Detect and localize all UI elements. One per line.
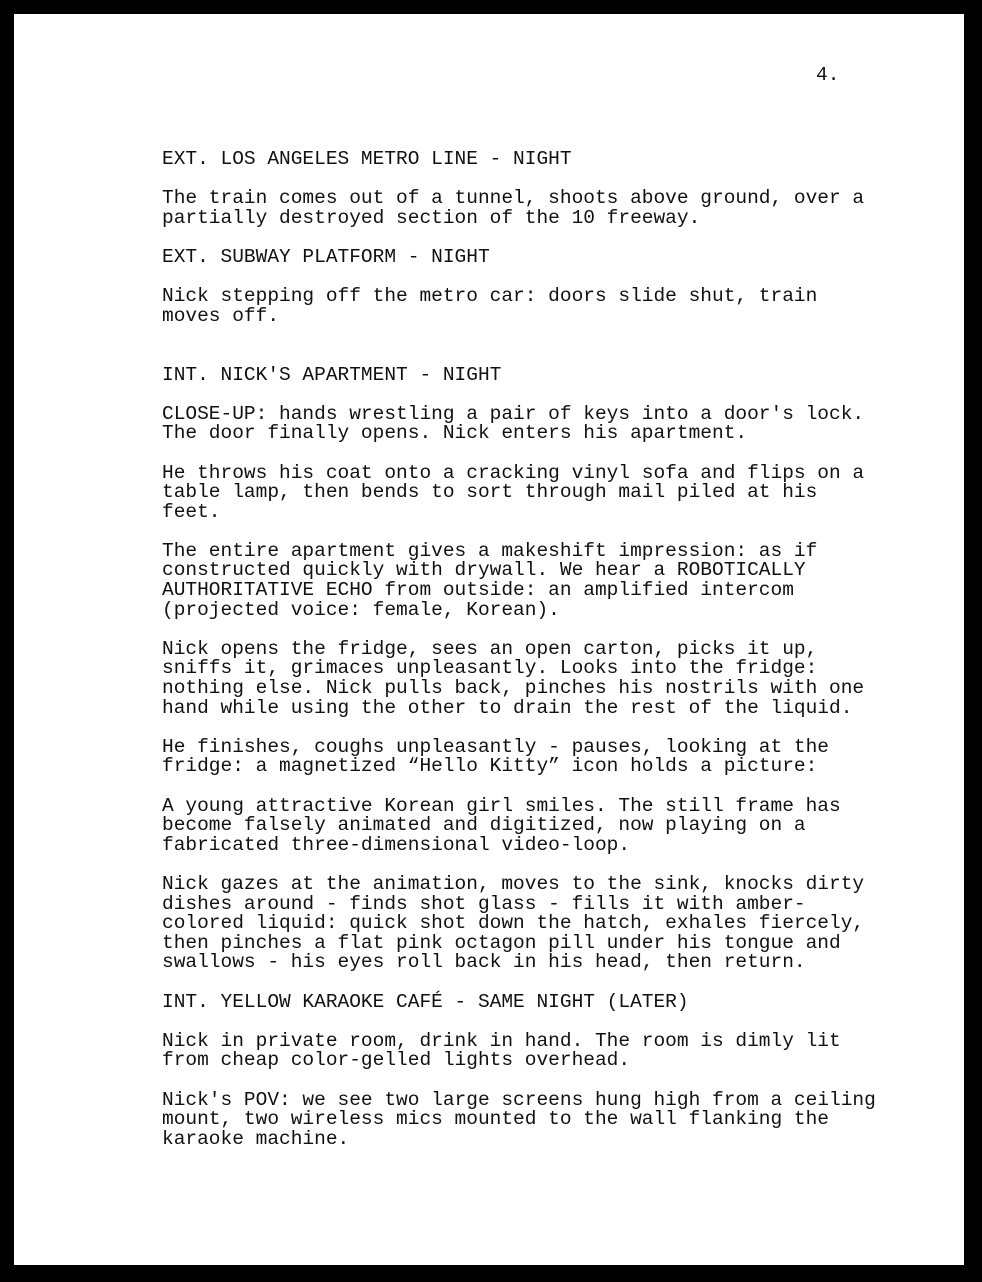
action-line: then pinches a flat pink octagon pill under his tongue and xyxy=(162,931,841,954)
action-line: partially destroyed section of the 10 freeway. xyxy=(162,206,701,229)
action-line: from cheap color-gelled lights overhead. xyxy=(162,1049,631,1072)
scene-heading: INT. YELLOW KARAOKE CAFÉ - SAME NIGHT (LATER) xyxy=(162,990,689,1013)
action-line: The train comes out of a tunnel, shoots above ground, over a xyxy=(162,187,865,210)
scene-heading: INT. NICK'S APARTMENT - NIGHT xyxy=(162,363,502,386)
action-paragraph xyxy=(162,402,882,445)
action-line: He throws his coat onto a cracking vinyl sofa and flips on a xyxy=(162,461,865,484)
action-line: CLOSE-UP: hands wrestling a pair of keys into a door's lock. xyxy=(162,402,865,425)
action-paragraph xyxy=(162,872,882,974)
action-line: constructed quickly with drywall. We hear a ROBOTICALLY xyxy=(162,559,806,582)
action-line: Nick opens the fridge, sees an open carton, picks it up, xyxy=(162,637,818,660)
action-line: moves off. xyxy=(162,304,280,327)
action-line: The entire apartment gives a makeshift impression: as if xyxy=(162,539,818,562)
action-line: AUTHORITATIVE ECHO from outside: an amplified intercom xyxy=(162,579,794,602)
script-body xyxy=(162,150,882,1169)
screenplay-page xyxy=(14,14,964,1265)
action-line: table lamp, then bends to sort through mail piled at his xyxy=(162,481,818,504)
action-line: feet. xyxy=(162,500,221,523)
action-line: fabricated three-dimensional video-loop. xyxy=(162,833,631,856)
action-line: A young attractive Korean girl smiles. The still frame has xyxy=(162,794,841,817)
action-paragraph xyxy=(162,189,882,228)
action-line: become falsely animated and digitized, now playing on a xyxy=(162,814,806,837)
action-line: sniffs it, grimaces unpleasantly. Looks into the fridge: xyxy=(162,657,818,680)
action-line: Nick in private room, drink in hand. The room is dimly lit xyxy=(162,1029,841,1052)
scene-break xyxy=(162,346,882,366)
action-paragraph xyxy=(162,539,882,621)
page-number: 4. xyxy=(816,64,840,86)
action-line: (projected voice: female, Korean). xyxy=(162,598,560,621)
action-line: mount, two wireless mics mounted to the wall flanking the xyxy=(162,1108,830,1131)
action-line: karaoke machine. xyxy=(162,1127,350,1150)
action-line: nothing else. Nick pulls back, pinches his nostrils with one xyxy=(162,677,865,700)
action-line: He finishes, coughs unpleasantly - pauses, looking at the xyxy=(162,735,830,758)
action-paragraph xyxy=(162,1029,882,1072)
action-paragraph xyxy=(162,794,882,856)
action-line: hand while using the other to drain the rest of the liquid. xyxy=(162,696,853,719)
scene-heading: EXT. LOS ANGELES METRO LINE - NIGHT xyxy=(162,148,572,170)
scene-heading: EXT. SUBWAY PLATFORM - NIGHT xyxy=(162,245,490,268)
action-paragraph xyxy=(162,461,882,523)
action-line: Nick's POV: we see two large screens hung high from a ceiling xyxy=(162,1088,876,1111)
action-paragraph xyxy=(162,1088,882,1150)
action-line: Nick gazes at the animation, moves to the sink, knocks dirty xyxy=(162,872,865,895)
action-line: dishes around - finds shot glass - fills it with amber- xyxy=(162,892,806,915)
action-paragraph xyxy=(162,287,882,326)
action-line: swallows - his eyes roll back in his head, then return. xyxy=(162,951,806,974)
action-paragraph xyxy=(162,735,882,778)
action-line: The door finally opens. Nick enters his apartment. xyxy=(162,422,748,445)
action-line: colored liquid: quick shot down the hatch, exhales fiercely, xyxy=(162,912,865,935)
action-line: fridge: a magnetized “Hello Kitty” icon holds a picture: xyxy=(162,755,818,778)
action-line: Nick stepping off the metro car: doors slide shut, train xyxy=(162,285,818,308)
action-paragraph xyxy=(162,637,882,719)
